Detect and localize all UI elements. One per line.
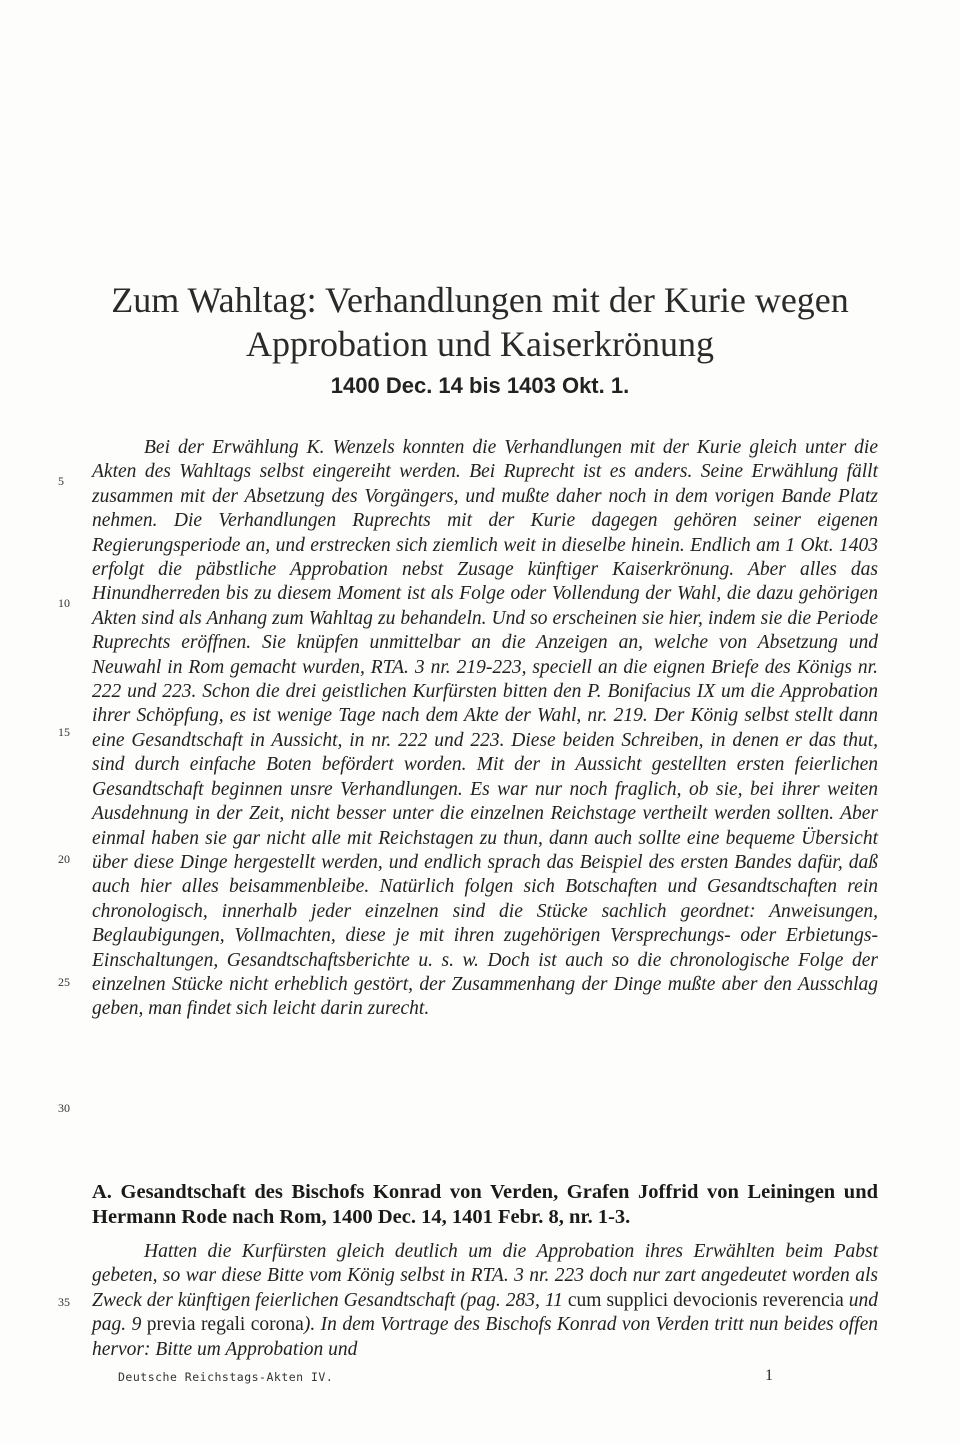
line-number: 10: [58, 596, 70, 610]
section-text-a: Hatten die Kurfürsten gleich deutlich um die Approbation ihres Erwählten beim Pabst gebeten, so war diese Bitte vom König selbst in RTA. 3 nr. 223 doch nur zart angedeutet worden als Zweck der künftigen feierlichen Gesandtschaft (pag. 283, 11: [92, 1241, 878, 1311]
line-number: 15: [58, 725, 70, 739]
section-text-c: ). In dem Vortrage des Bischofs Konrad von Verden tritt nun beides offen hervor: Bitte um Approbation und: [92, 1314, 879, 1360]
line-number: 5: [58, 474, 64, 488]
page-title: [60, 278, 900, 366]
line-number: 25: [58, 975, 70, 989]
section-heading: A. Gesandtschaft des Bischofs Konrad von Verden, Grafen Joffrid von Leiningen und Hermann Rode nach Rom, 1400 Dec. 14, 1401 Febr. 8, nr. 1-3.: [92, 1181, 878, 1228]
footer-series-title: Deutsche Reichstags-Akten IV.: [118, 1370, 334, 1384]
section-text: [92, 1240, 878, 1362]
footer-signature-number: 1: [765, 1367, 773, 1384]
date-range: 1400 Dec. 14 bis 1403 Okt. 1.: [330, 373, 630, 398]
section-text-b: und pag. 9: [92, 1289, 879, 1336]
line-number: 35: [58, 1295, 70, 1309]
latin-quote-1: cum supplici devocionis reverencia: [567, 1289, 844, 1311]
intro-paragraph: Bei der Erwählung K. Wenzels konnten die Verhandlungen mit der Kurie gleich unter die Akten des Wahltags selbst eingereiht werden. Bei Ruprecht ist es anders. Seine Erwählung fällt zusammen mit der Absetzung des Vorgängers, und mußte daher noch in dem vorigen Bande Platz nehmen. Die Verhandlungen Ruprechts mit der Kurie dagegen gehören seiner eigenen Regierungsperiode an, und erstrecken sich ziemlich weit in dieselbe hinein. Endlich am 1 Okt. 1403 erfolgt die päbstliche Approbation nebst Zusage künftiger Kaiserkrönung. Aber alles das Hinundherreden bis zu diesem Moment ist als Folge oder Vollendung der Wahl, die dazu gehörigen Akten sind als Anhang zum Wahltag zu behandeln. Und so erscheinen sie hier, indem sie die Periode Ruprechts eröffnen. Sie knüpfen unmittelbar an die Anzeigen an, welche von Absetzung und Neuwahl in Rom gemacht wurden, RTA. 3 nr. 219-223, speciell an die eignen Briefe des Königs nr. 222 und 223. Schon die drei geistlichen Kurfürsten bitten den P. Bonifacius IX um die Approbation ihrer Schöpfung, es ist wenige Tage nach dem Akte der Wahl, nr. 219. Der König selbst stellt dann eine Gesandtschaft in Aussicht, in nr. 222 und 223. Diese beiden Schreiben, in denen er das thut, sind durch einfache Boten befördert worden. Mit der in Aussicht gestellten ersten feierlichen Gesandtschaft beginnen unsre Verhandlungen. Es war nur noch fraglich, ob sie, bei ihrer weiten Ausdehnung in der Zeit, nicht besser unter die einzelnen Reichstage vertheilt werden sollten. Aber einmal haben sie gar nicht alle mit Reichstagen zu thun, dann auch sollte eine bequeme Übersicht über diese Dinge hergestellt werden, und endlich sprach das Beispiel des ersten Bandes dafür, daß auch hier alles beisammenbleibe. Natürlich folgen sich Botschaften und Gesandtschaften rein chronologisch, innerhalb jeder einzelnen sind die Stücke sachlich geordnet: Anweisungen, Beglaubigungen, Vollmachten, diese je mit ihren zugehörigen Versprechungs- oder Erbietungs-Einschaltungen, Gesandtschaftsberichte u. s. w. Doch ist auch so die chronologische Folge der einzelnen Stücke nicht erheblich gestört, der Zusammenhang der Dinge mußte aber den Ausschlag geben, man findet sich leicht darin zurecht.: [92, 437, 878, 1020]
section-paragraph: [92, 1240, 878, 1362]
title-line-1: Zum Wahltag: Verhandlungen mit der Kurie wegen: [111, 280, 849, 320]
line-number: 30: [58, 1101, 70, 1115]
latin-quote-2: previa regali corona: [146, 1314, 304, 1336]
intro-text: [92, 436, 878, 1022]
title-line-2: Approbation und Kaiserkrönung: [246, 324, 714, 364]
line-number: 20: [58, 852, 70, 866]
